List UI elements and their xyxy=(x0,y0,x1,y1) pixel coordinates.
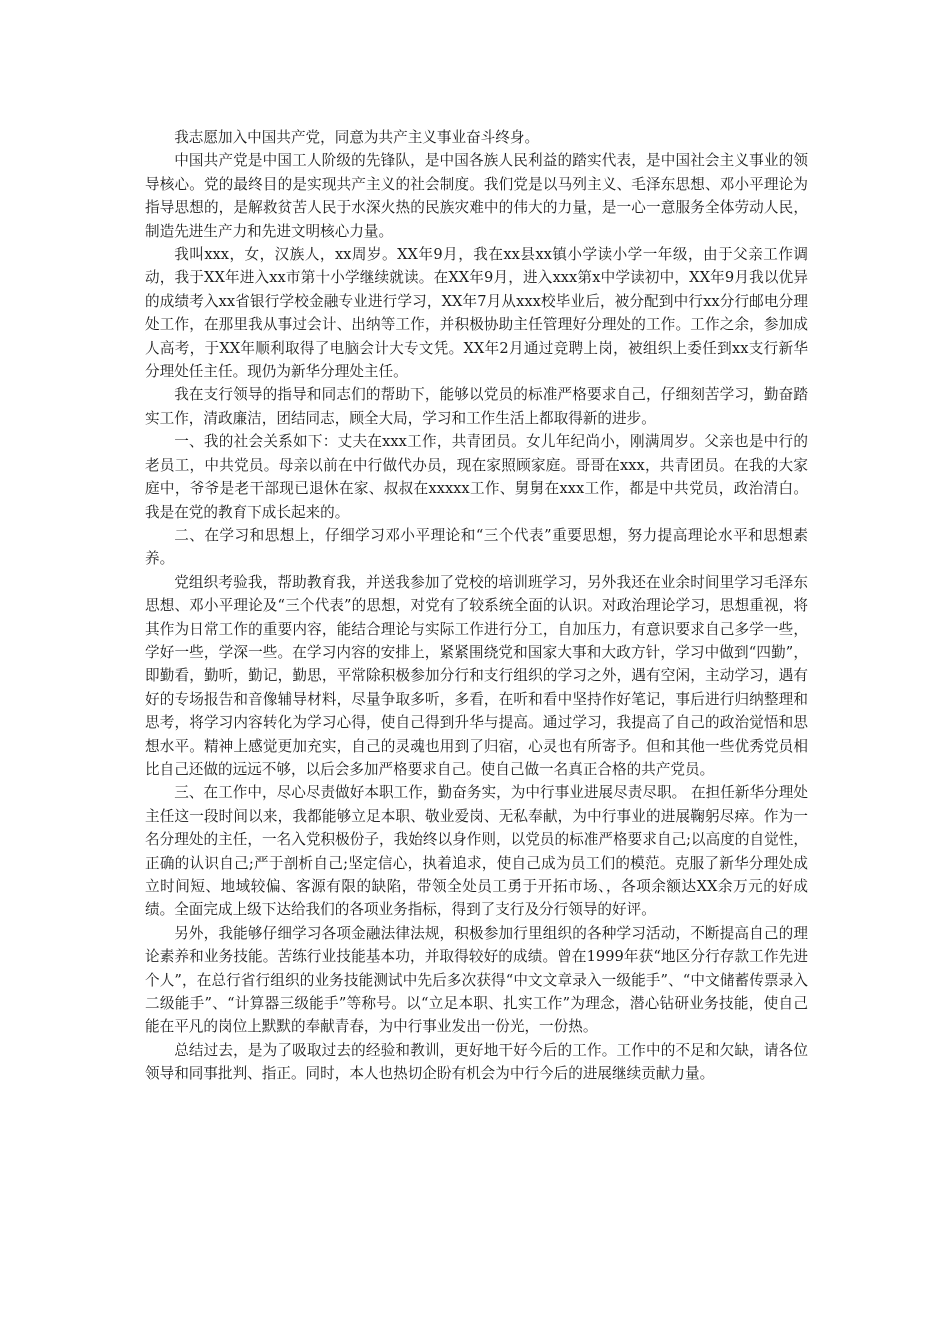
paragraph-social-relations: 一、我的社会关系如下：丈夫在xxx工作，共青团员。女儿年纪尚小，刚满周岁。父亲也是中行的老员工，中共党员。母亲以前在中行做代办员，现在家照顾家庭。哥哥在xxx，共青团员。在我的大家庭中，爷爷是老干部现已退休在家、叔叔在xxxxx工作、舅舅在xxx工作，都是中共党员，政治清白。我是在党的教育下成长起来的。 xyxy=(145,433,808,521)
paragraph-progress: 我在支行领导的指导和同志们的帮助下，能够以党员的标准严格要求自己，仔细刻苦学习，勤奋踏实工作，清政廉洁，团结同志，顾全大局，学习和工作生活上都取得新的进步。 xyxy=(145,386,808,427)
paragraph-skills: 另外，我能够仔细学习各项金融法律法规，积极参加行里组织的各种学习活动，不断提高自己的理论素养和业务技能。苦练行业技能基本功，并取得较好的成绩。曾在1999年获“地区分行存款工作先进个人”，在总行省行组织的业务技能测试中先后多次获得“中文文章录入一级能手”、“中文储蓄传票录入二级能手”、“计算器三级能手”等称号。以“立足本职、扎实工作”为理念，潜心钻研业务技能，使自己能在平凡的岗位上默默的奉献青春，为中行事业发出一份光，一份热。 xyxy=(145,924,808,1036)
paragraph-party-intro: 中国共产党是中国工人阶级的先锋队，是中国各族人民利益的踏实代表，是中国社会主义事业的领导核心。党的最终目的是实现共产主义的社会制度。我们党是以马列主义、毛泽东思想、邓小平理论为指导思想的，是解救贫苦人民于水深火热的民族灾难中的伟大的力量，是一心一意服务全体劳动人民，制造先进生产力和先进文明核心力量。 xyxy=(145,152,808,240)
paragraph-conclusion: 总结过去，是为了吸取过去的经验和教训，更好地干好今后的工作。工作中的不足和欠缺，请各位领导和同事批判、指正。同时，本人也热切企盼有机会为中行今后的进展继续贡献力量。 xyxy=(145,1041,808,1083)
paragraph-study-details: 党组织考验我，帮助教育我，并送我参加了党校的培训班学习，另外我还在业余时间里学习毛泽东思想、邓小平理论及“三个代表”的思想，对党有了较系统全面的认识。对政治理论学习，思想重视，将其作为日常工作的重要内容，能结合理论与实际工作进行分工，自加压力，有意识要求自己多学一些，学好一些，学深一些。在学习内容的安排上，紧紧围绕党和国家大事和大政方针，学习中做到“四勤”，即勤看，勤听，勤记，勤思，平常除积极参加分行和支行组织的学习之外，遇有空闲，主动学习，遇有好的专场报告和音像辅导材料，尽量争取多听，多看，在听和看中坚持作好笔记，事后进行归纳整理和思考，将学习内容转化为学习心得，使自己得到升华与提高。通过学习，我提高了自己的政治觉悟和思想水平。精神上感觉更加充实，自己的灵魂也用到了归宿，心灵也有所寄予。但和其他一些优秀党员相比自己还做的远远不够，以后会多加严格要求自己。使自己做一名真正合格的共产党员。 xyxy=(145,573,808,778)
paragraph-pledge: 我志愿加入中国共产党，同意为共产主义事业奋斗终身。 xyxy=(174,129,540,146)
document-body xyxy=(145,126,808,1086)
paragraph-study-heading: 二、在学习和思想上，仔细学习邓小平理论和“三个代表”重要思想，努力提高理论水平和思想素养。 xyxy=(145,526,808,568)
paragraph-personal-history: 我叫xxx，女，汉族人，xx周岁。XX年9月，我在xx县xx镇小学读小学一年级，由于父亲工作调动，我于XX年进入xx市第十小学继续就读。在XX年9月，进入xxx第x中学读初中，XX年9月我以优异的成绩考入xx省银行学校金融专业进行学习，XX年7月从xxx校毕业后，被分配到中行xx分行邮电分理处工作，在那里我从事过会计、出纳等工作，并积极协助主任管理好分理处的工作。工作之余，参加成人高考，于XX年顺利取得了电脑会计大专文凭。XX年2月通过竞聘上岗，被组织上委任到xx支行新华分理处任主任。现仍为新华分理处主任。 xyxy=(145,246,808,381)
paragraph-work: 三、在工作中，尽心尽责做好本职工作，勤奋务实，为中行事业进展尽责尽职。 在担任新华分理处主任这一段时间以来，我都能够立足本职、敬业爱岗、无私奉献，为中行事业的进展鞠躬尽瘁。作为一名分理处的主任，一名入党积极份子，我始终以身作则，以党员的标准严格要求自己;以高度的自觉性，正确的认识自己;严于剖析自己;坚定信心，执着追求，使自己成为员工们的模范。克服了新华分理处成立时间短、地域较偏、客源有限的缺陷，带领全处员工勇于开拓市场、，各项余额达XX余万元的好成绩。全面完成上级下达给我们的各项业务指标，得到了支行及分行领导的好评。 xyxy=(145,784,808,919)
